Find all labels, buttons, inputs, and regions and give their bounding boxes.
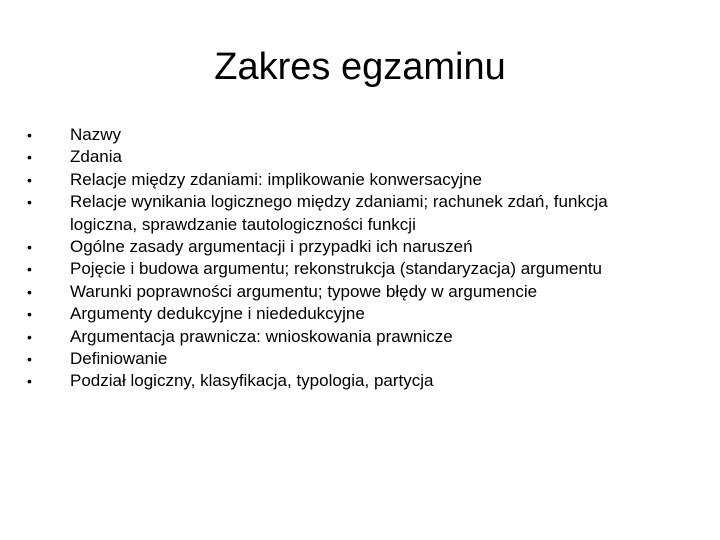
bullet-list: [27, 124, 647, 393]
bullet-item: [27, 281, 647, 303]
bullet-point-icon: •: [27, 194, 32, 211]
bullet-item: [27, 124, 647, 146]
bullet-text: Argumenty dedukcyjne i niededukcyjne: [70, 304, 365, 324]
bullet-item: [27, 348, 647, 370]
bullet-point-icon: •: [27, 373, 32, 390]
bullet-point-icon: •: [27, 283, 32, 300]
bullet-point-icon: •: [27, 306, 32, 323]
bullet-point-icon: •: [27, 261, 32, 278]
bullet-item: [27, 326, 647, 348]
bullet-text: Relacje między zdaniami: implikowanie konwersacyjne: [70, 169, 482, 189]
bullet-point-icon: •: [27, 328, 32, 345]
bullet-point-icon: •: [27, 149, 32, 166]
bullet-text: Definiowanie: [70, 349, 168, 369]
slide-title: Zakres egzaminu: [214, 46, 506, 88]
bullet-text: Ogólne zasady argumentacji i przypadki ich naruszeń: [70, 237, 473, 257]
bullet-text: Relacje wynikania logicznego między zdaniami; rachunek zdań, funkcja logiczna, sprawdzanie tautologiczności funkcji: [70, 192, 608, 234]
bullet-point-icon: •: [27, 239, 32, 256]
bullet-item: [27, 236, 647, 258]
bullet-text: Argumentacja prawnicza: wnioskowania prawnicze: [70, 326, 453, 346]
bullet-text: Podział logiczny, klasyfikacja, typologia, partycja: [70, 371, 434, 391]
bullet-text: Warunki poprawności argumentu; typowe błędy w argumencie: [70, 281, 538, 301]
bullet-item: [27, 146, 647, 168]
bullet-text: Zdania: [70, 147, 122, 167]
bullet-item: [27, 191, 647, 236]
bullet-point-icon: •: [27, 171, 32, 188]
bullet-item: [27, 169, 647, 191]
bullet-item: [27, 303, 647, 325]
bullet-point-icon: •: [27, 127, 32, 143]
bullet-item: [27, 370, 647, 392]
bullet-text: Nazwy: [70, 125, 122, 144]
bullet-item: [27, 258, 647, 280]
bullet-point-icon: •: [27, 351, 32, 368]
bullet-text: Pojęcie i budowa argumentu; rekonstrukcja (standaryzacja) argumentu: [70, 259, 602, 279]
